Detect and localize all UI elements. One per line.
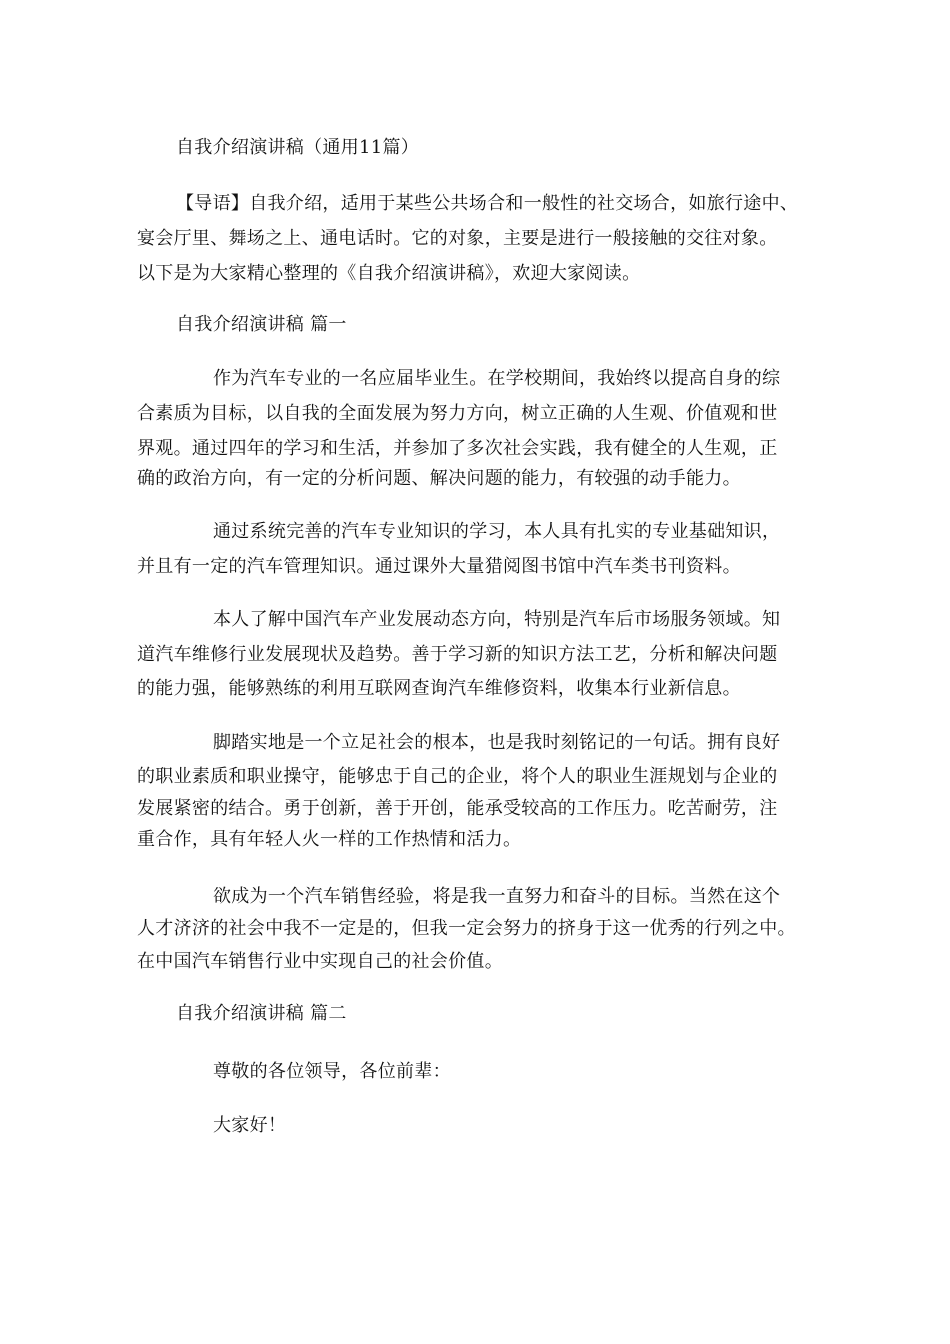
intro-line: 宴会厅里、舞场之上、通电话时。它的对象，主要是进行一般接触的交往对象。 — [137, 228, 778, 249]
intro-line: 【导语】自我介绍，适用于某些公共场合和一般性的社交场合，如旅行途中、 — [176, 193, 799, 214]
paragraph-line: 的职业素质和职业操守，能够忠于自己的企业，将个人的职业生涯规划与企业的 — [137, 766, 778, 787]
paragraph-line: 重合作，具有年轻人火一样的工作热情和活力。 — [137, 829, 522, 850]
section-heading-2: 自我介绍演讲稿 篇二 — [176, 1003, 347, 1024]
paragraph-line: 脚踏实地是一个立足社会的根本，也是我时刻铭记的一句话。拥有良好 — [213, 732, 781, 753]
paragraph-line: 确的政治方向，有一定的分析问题、解决问题的能力，有较强的动手能力。 — [137, 468, 741, 489]
paragraph-line: 发展紧密的结合。勇于创新，善于开创，能承受较高的工作压力。吃苦耐劳，注 — [137, 798, 778, 819]
section-heading-1: 自我介绍演讲稿 篇一 — [176, 314, 347, 335]
paragraph-line: 并且有一定的汽车管理知识。通过课外大量猎阅图书馆中汽车类书刊资料。 — [137, 556, 741, 577]
greeting-line: 尊敬的各位领导，各位前辈： — [213, 1061, 451, 1082]
paragraph-line: 人才济济的社会中我不一定是的，但我一定会努力的挤身于这一优秀的行列之中。 — [137, 918, 796, 939]
intro-line: 以下是为大家精心整理的《自我介绍演讲稿》，欢迎大家阅读。 — [137, 263, 641, 284]
paragraph-line: 作为汽车专业的一名应届毕业生。在学校期间，我始终以提高自身的综 — [213, 368, 781, 389]
paragraph-line: 的能力强，能够熟练的利用互联网查询汽车维修资料，收集本行业新信息。 — [137, 678, 741, 699]
document-title: 自我介绍演讲稿（通用11篇） — [176, 137, 420, 158]
paragraph-line: 界观。通过四年的学习和生活，并参加了多次社会实践，我有健全的人生观，正 — [137, 438, 778, 459]
paragraph-line: 本人了解中国汽车产业发展动态方向，特别是汽车后市场服务领域。知 — [213, 609, 781, 630]
paragraph-line: 通过系统完善的汽车专业知识的学习，本人具有扎实的专业基础知识， — [213, 521, 781, 542]
paragraph-line: 在中国汽车销售行业中实现自己的社会价值。 — [137, 951, 503, 972]
hello-line: 大家好！ — [213, 1115, 287, 1136]
paragraph-line: 合素质为目标，以自我的全面发展为努力方向，树立正确的人生观、价值观和世 — [137, 403, 778, 424]
paragraph-line: 欲成为一个汽车销售经验，将是我一直努力和奋斗的目标。当然在这个 — [213, 886, 781, 907]
paragraph-line: 道汽车维修行业发展现状及趋势。善于学习新的知识方法工艺，分析和解决问题 — [137, 644, 778, 665]
